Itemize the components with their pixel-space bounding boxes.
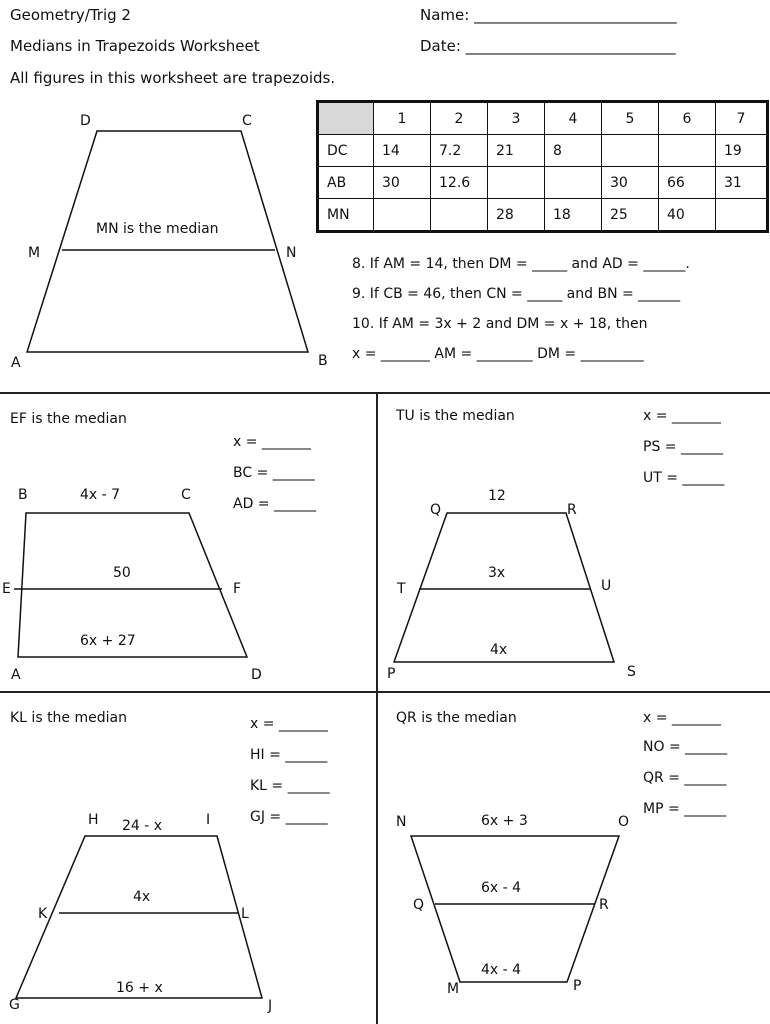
- course-name: Geometry/Trig 2: [10, 6, 131, 24]
- vertex-d: D: [251, 667, 262, 683]
- vertex-h: H: [88, 812, 99, 828]
- vertex-t: T: [397, 581, 406, 597]
- table-cell: 18: [545, 199, 602, 232]
- vertex-o: O: [618, 814, 630, 830]
- vertex-j: J: [268, 998, 273, 1014]
- table-row: [318, 199, 768, 232]
- side-qr-value: 12: [488, 488, 506, 504]
- table-cell[interactable]: [716, 199, 768, 232]
- table-cell: 14: [374, 135, 431, 167]
- row-label: DC: [318, 135, 374, 167]
- trapezoid-abcd: [27, 131, 308, 352]
- figure2-answer-x[interactable]: x = _______: [233, 434, 311, 450]
- vertex-c: C: [181, 487, 191, 503]
- divider-vertical: [376, 393, 378, 1024]
- table-cell[interactable]: [431, 199, 488, 232]
- figure4-title: KL is the median: [10, 710, 127, 726]
- figure4-answer-kl[interactable]: KL = ______: [250, 778, 330, 794]
- vertex-d: D: [80, 113, 91, 129]
- vertex-r: R: [599, 897, 609, 913]
- table-cell[interactable]: [659, 135, 716, 167]
- table-cell[interactable]: [602, 135, 659, 167]
- table-cell: 30: [602, 167, 659, 199]
- vertex-m: M: [28, 245, 41, 261]
- figure5-title: QR is the median: [396, 710, 517, 726]
- table-row: [318, 167, 768, 199]
- vertex-c: C: [242, 113, 252, 129]
- column-header: 2: [431, 102, 488, 135]
- trapezoid-qrsp: [394, 513, 614, 662]
- figure5-answer-x[interactable]: x = _______: [643, 710, 721, 726]
- table-cell: 8: [545, 135, 602, 167]
- side-no-expression: 6x + 3: [481, 813, 528, 829]
- table-cell: 30: [374, 167, 431, 199]
- vertex-i: I: [206, 812, 211, 828]
- column-header: 4: [545, 102, 602, 135]
- vertex-m: M: [447, 981, 460, 997]
- table-cell: 12.6: [431, 167, 488, 199]
- table-cell: 19: [716, 135, 768, 167]
- median-tu-expression: 3x: [488, 565, 506, 581]
- trapezoid-nopm: [411, 836, 619, 982]
- vertex-l: L: [241, 906, 249, 922]
- figure2-answer-bc[interactable]: BC = ______: [233, 465, 315, 481]
- figure4-answer-x[interactable]: x = _______: [250, 716, 328, 732]
- table-cell: 28: [488, 199, 545, 232]
- table-cell: 25: [602, 199, 659, 232]
- median-qr-expression: 6x - 4: [481, 880, 522, 896]
- question-10: 10. If AM = 3x + 2 and DM = x + 18, then: [352, 316, 648, 332]
- column-header: 1: [374, 102, 431, 135]
- vertex-f: F: [233, 581, 242, 597]
- figure2-answer-ad[interactable]: AD = ______: [233, 496, 316, 512]
- divider-horizontal-middle: [0, 691, 770, 693]
- column-header: 6: [659, 102, 716, 135]
- side-ps-expression: 4x: [490, 642, 508, 658]
- vertex-p: P: [387, 666, 396, 682]
- figure5-answer-qr[interactable]: QR = ______: [643, 770, 727, 786]
- figure3-answer-x[interactable]: x = _______: [643, 408, 721, 424]
- table-cell: 21: [488, 135, 545, 167]
- figure4-answer-gj[interactable]: GJ = ______: [250, 809, 328, 825]
- table-row: [318, 135, 768, 167]
- side-hi-expression: 24 - x: [122, 818, 163, 834]
- vertex-a: A: [11, 667, 21, 683]
- side-bc-expression: 4x - 7: [80, 487, 121, 503]
- side-mp-expression: 4x - 4: [481, 962, 522, 978]
- vertex-q: Q: [413, 897, 425, 913]
- vertex-r: R: [567, 502, 577, 518]
- figure5-answer-mp[interactable]: MP = ______: [643, 801, 727, 817]
- values-table: [316, 100, 769, 233]
- question-9[interactable]: 9. If CB = 46, then CN = _____ and BN = ______: [352, 286, 681, 302]
- vertex-b: B: [18, 487, 28, 503]
- divider-horizontal-top: [0, 392, 770, 394]
- row-label: MN: [318, 199, 374, 232]
- column-header: 7: [716, 102, 768, 135]
- table-cell[interactable]: [545, 167, 602, 199]
- column-header: 3: [488, 102, 545, 135]
- median-ef-value: 50: [113, 565, 131, 581]
- question-8[interactable]: 8. If AM = 14, then DM = _____ and AD = ______.: [352, 256, 690, 272]
- side-gj-expression: 16 + x: [116, 980, 163, 996]
- table-cell[interactable]: [488, 167, 545, 199]
- table-cell[interactable]: [374, 199, 431, 232]
- vertex-n: N: [286, 245, 297, 261]
- vertex-g: G: [9, 997, 20, 1013]
- row-label: AB: [318, 167, 374, 199]
- vertex-n: N: [396, 814, 407, 830]
- figure2-title: EF is the median: [10, 411, 127, 427]
- date-field[interactable]: Date: ____________________________: [420, 37, 676, 55]
- table-corner: [318, 102, 374, 135]
- figure3-answer-ps[interactable]: PS = ______: [643, 439, 723, 455]
- instructions: All figures in this worksheet are trapezoids.: [10, 69, 336, 87]
- figure4-answer-hi[interactable]: HI = ______: [250, 747, 328, 763]
- vertex-k: K: [38, 906, 48, 922]
- vertex-e: E: [2, 581, 11, 597]
- vertex-p: P: [573, 978, 582, 994]
- median-caption: MN is the median: [96, 221, 219, 237]
- figure3-title: TU is the median: [396, 408, 515, 424]
- name-field[interactable]: Name: ___________________________: [420, 6, 677, 24]
- vertex-b: B: [318, 353, 328, 369]
- vertex-q: Q: [430, 502, 442, 518]
- figure5-answer-no[interactable]: NO = ______: [643, 739, 728, 755]
- vertex-s: S: [627, 664, 636, 680]
- trapezoid-hijg: [16, 836, 262, 998]
- vertex-a: A: [11, 355, 21, 371]
- median-kl-expression: 4x: [133, 889, 151, 905]
- figure3-answer-ut[interactable]: UT = ______: [643, 470, 725, 486]
- column-header: 5: [602, 102, 659, 135]
- side-ad-expression: 6x + 27: [80, 633, 136, 649]
- table-cell: 40: [659, 199, 716, 232]
- worksheet-title: Medians in Trapezoids Worksheet: [10, 37, 260, 55]
- table-cell: 66: [659, 167, 716, 199]
- question-10-answers[interactable]: x = _______ AM = ________ DM = _________: [352, 346, 644, 362]
- table-cell: 7.2: [431, 135, 488, 167]
- table-cell: 31: [716, 167, 768, 199]
- vertex-u: U: [601, 578, 612, 594]
